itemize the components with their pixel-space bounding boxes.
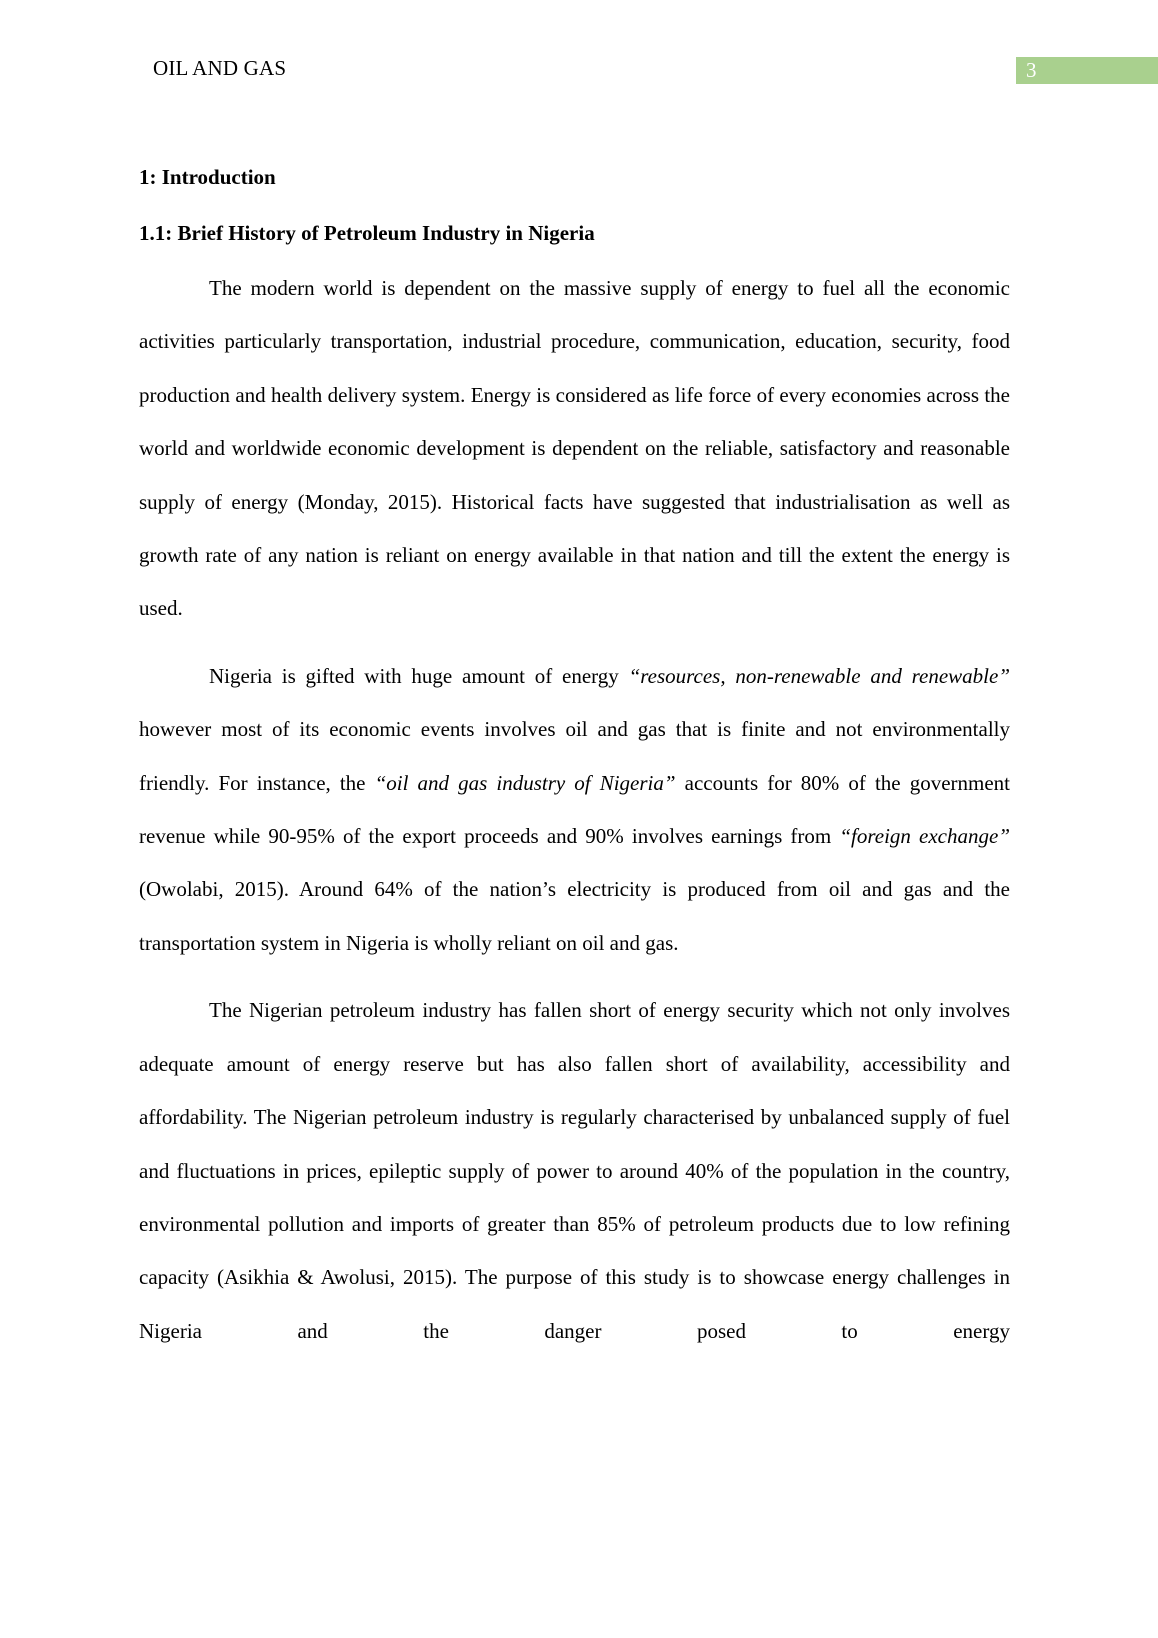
- section-heading: 1: Introduction: [139, 165, 276, 189]
- subsection-heading: 1.1: Brief History of Petroleum Industry in Nigeria: [139, 221, 595, 245]
- page-number-badge: 3: [1016, 57, 1158, 84]
- paragraph-nigeria-resources: [139, 650, 1010, 970]
- italic-quote: “oil and gas industry of Nigeria”: [374, 770, 676, 795]
- paragraph-energy-security: The Nigerian petroleum industry has fallen short of energy security which not only involves adequate amount of energy reserve but has also fallen short of availability, accessibility and affordability. The Nigerian petroleum industry is regularly characterised by unbalanced supply of fuel and fluctuations in prices, epileptic supply of power to around 40% of the population in the country, environmental pollution and imports of greater than 85% of petroleum products due to low refining capacity (Asikhia & Awolusi, 2015). The purpose of this study is to showcase energy challenges in Nigeria and the danger posed to energy: [139, 998, 1010, 1343]
- paragraph-text-segment: accounts for 80% of the government revenue while 90-95% of the export proceeds and 90% involves earnings from: [139, 770, 1010, 849]
- italic-quote: “foreign exchange”: [839, 824, 1010, 849]
- document-body: [139, 160, 1010, 1358]
- italic-quote: “resources, non-renewable and renewable”: [628, 663, 1010, 688]
- paragraph-text-segment: Nigeria is gifted with huge amount of energy: [209, 663, 629, 688]
- paragraph-text-segment: (Owolabi, 2015). Around 64% of the nation’s electricity is produced from oil and gas and the transportation system in Nigeria is wholly reliant on oil and gas.: [139, 877, 1010, 955]
- paragraph-text-segment: however most of its economic events involves oil and gas that is finite and not environmentally friendly. For instance, the: [139, 717, 1010, 795]
- paragraph-energy-dependence: The modern world is dependent on the massive supply of energy to fuel all the economic activities particularly transportation, industrial procedure, communication, education, security, food production and health delivery system. Energy is considered as life force of every economies across the world and worldwide economic development is dependent on the reliable, satisfactory and reasonable supply of energy (Monday, 2015). Historical facts have suggested that industrialisation as well as growth rate of any nation is reliant on energy available in that nation and till the extent the energy is used.: [139, 276, 1010, 621]
- running-head-title: OIL AND GAS: [153, 56, 287, 80]
